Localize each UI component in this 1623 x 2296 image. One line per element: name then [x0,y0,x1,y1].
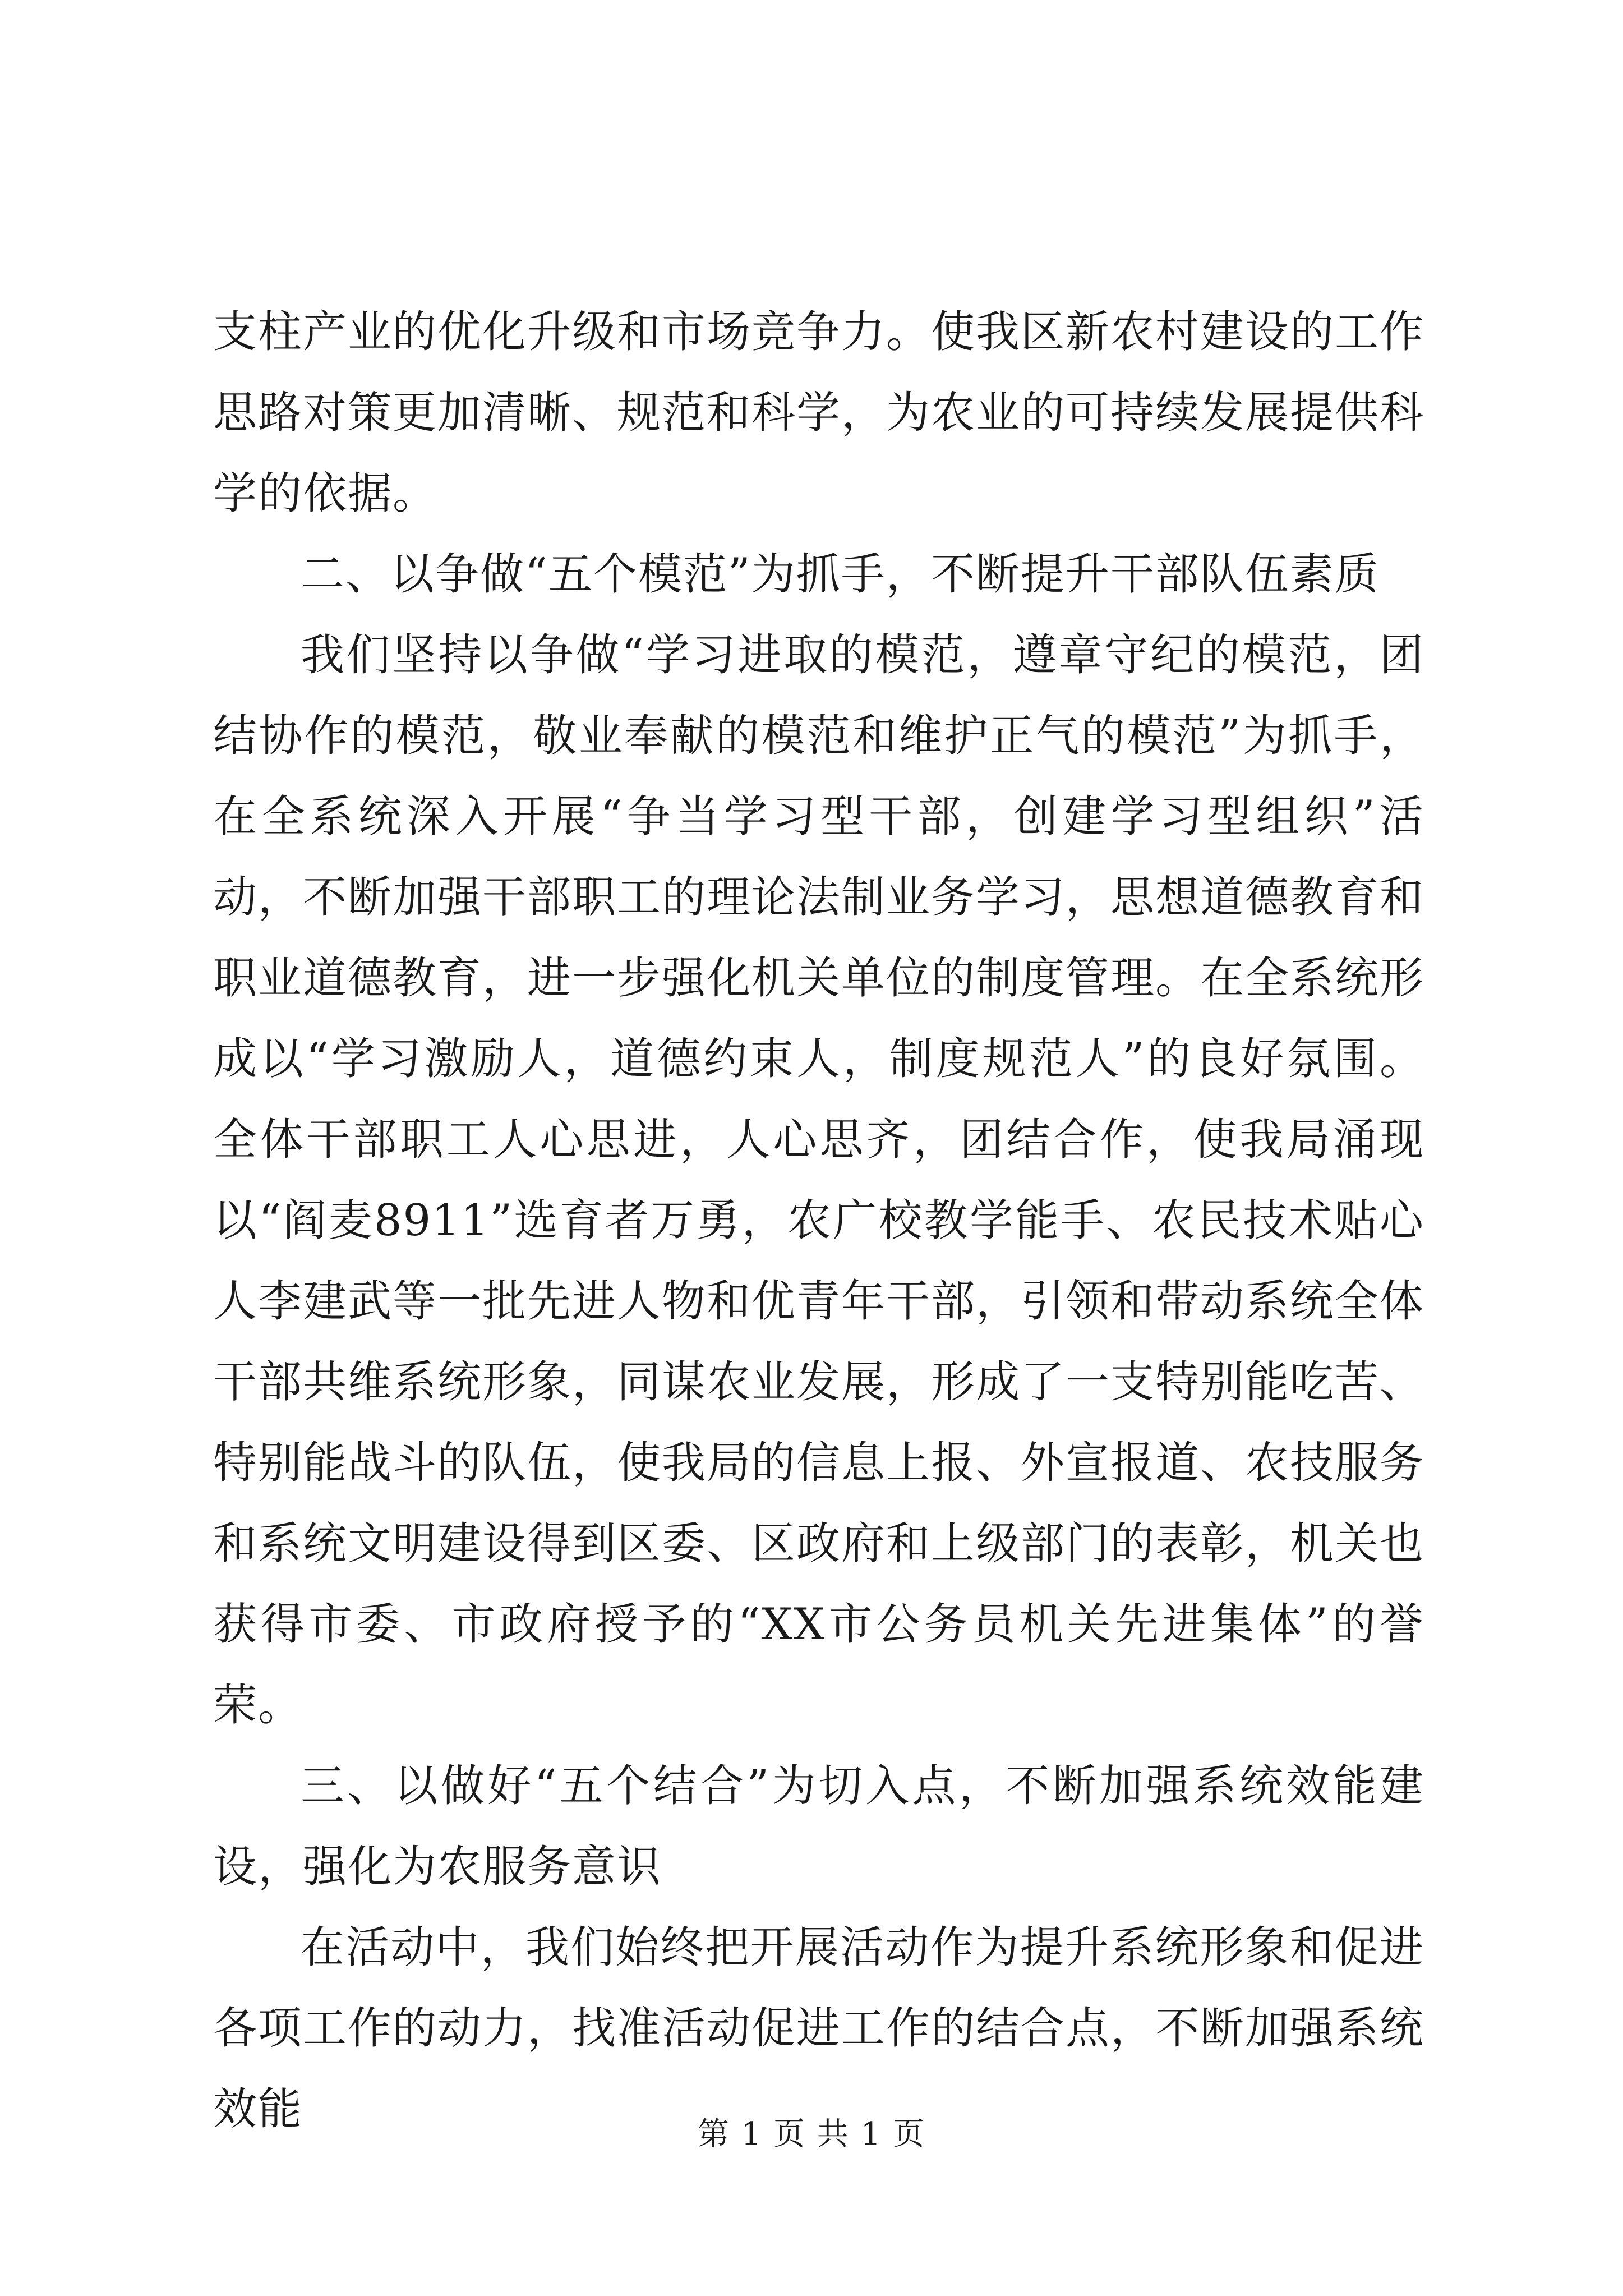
paragraph-activity-start: 在活动中，我们始终把开展活动作为提升系统形象和促进各项工作的动力，找准活动促进工作的结合点，不断加强系统效能 [213,1922,1425,2134]
document-body [213,292,1424,2150]
section-heading-two: 二、以争做“五个模范”为抓手，不断提升干部队伍素质 [301,549,1380,600]
paragraph-continuation: 支柱产业的优化升级和市场竞争力。使我区新农村建设的工作思路对策更加清晰、规范和科学，为农业的可持续发展提供科学的依据。 [213,307,1425,519]
page-footer: 第 1 页 共 1 页 [697,2116,926,2152]
section-heading-three: 三、以做好“五个结合”为切入点，不断加强系统效能建设，强化为农服务意识 [213,1761,1424,1892]
paragraph-five-models: 我们坚持以争做“学习进取的模范，遵章守纪的模范，团结协作的模范，敬业奉献的模范和维护正气的模范”为抓手，在全系统深入开展“争当学习型干部，创建学习型组织”活动，不断加强干部职工的理论法制业务学习，思想道德教育和职业道德教育，进一步强化机关单位的制度管理。在全系统形成以“学习激励人，道德约束人，制度规范人”的良好氛围。全体干部职工人心思进，人心思齐，团结合作，使我局涌现以“阎麦8911”选育者万勇，农广校教学能手、农民技术贴心人李建武等一批先进人物和优青年干部，引领和带动系统全体干部共维系统形象，同谋农业发展，形成了一支特别能吃苦、特别能战斗的队伍，使我局的信息上报、外宣报道、农技服务和系统文明建设得到区委、区政府和上级部门的表彰，机关也获得市委、市政府授予的“XX市公务员机关先进集体”的誉荣。 [213,630,1425,1731]
